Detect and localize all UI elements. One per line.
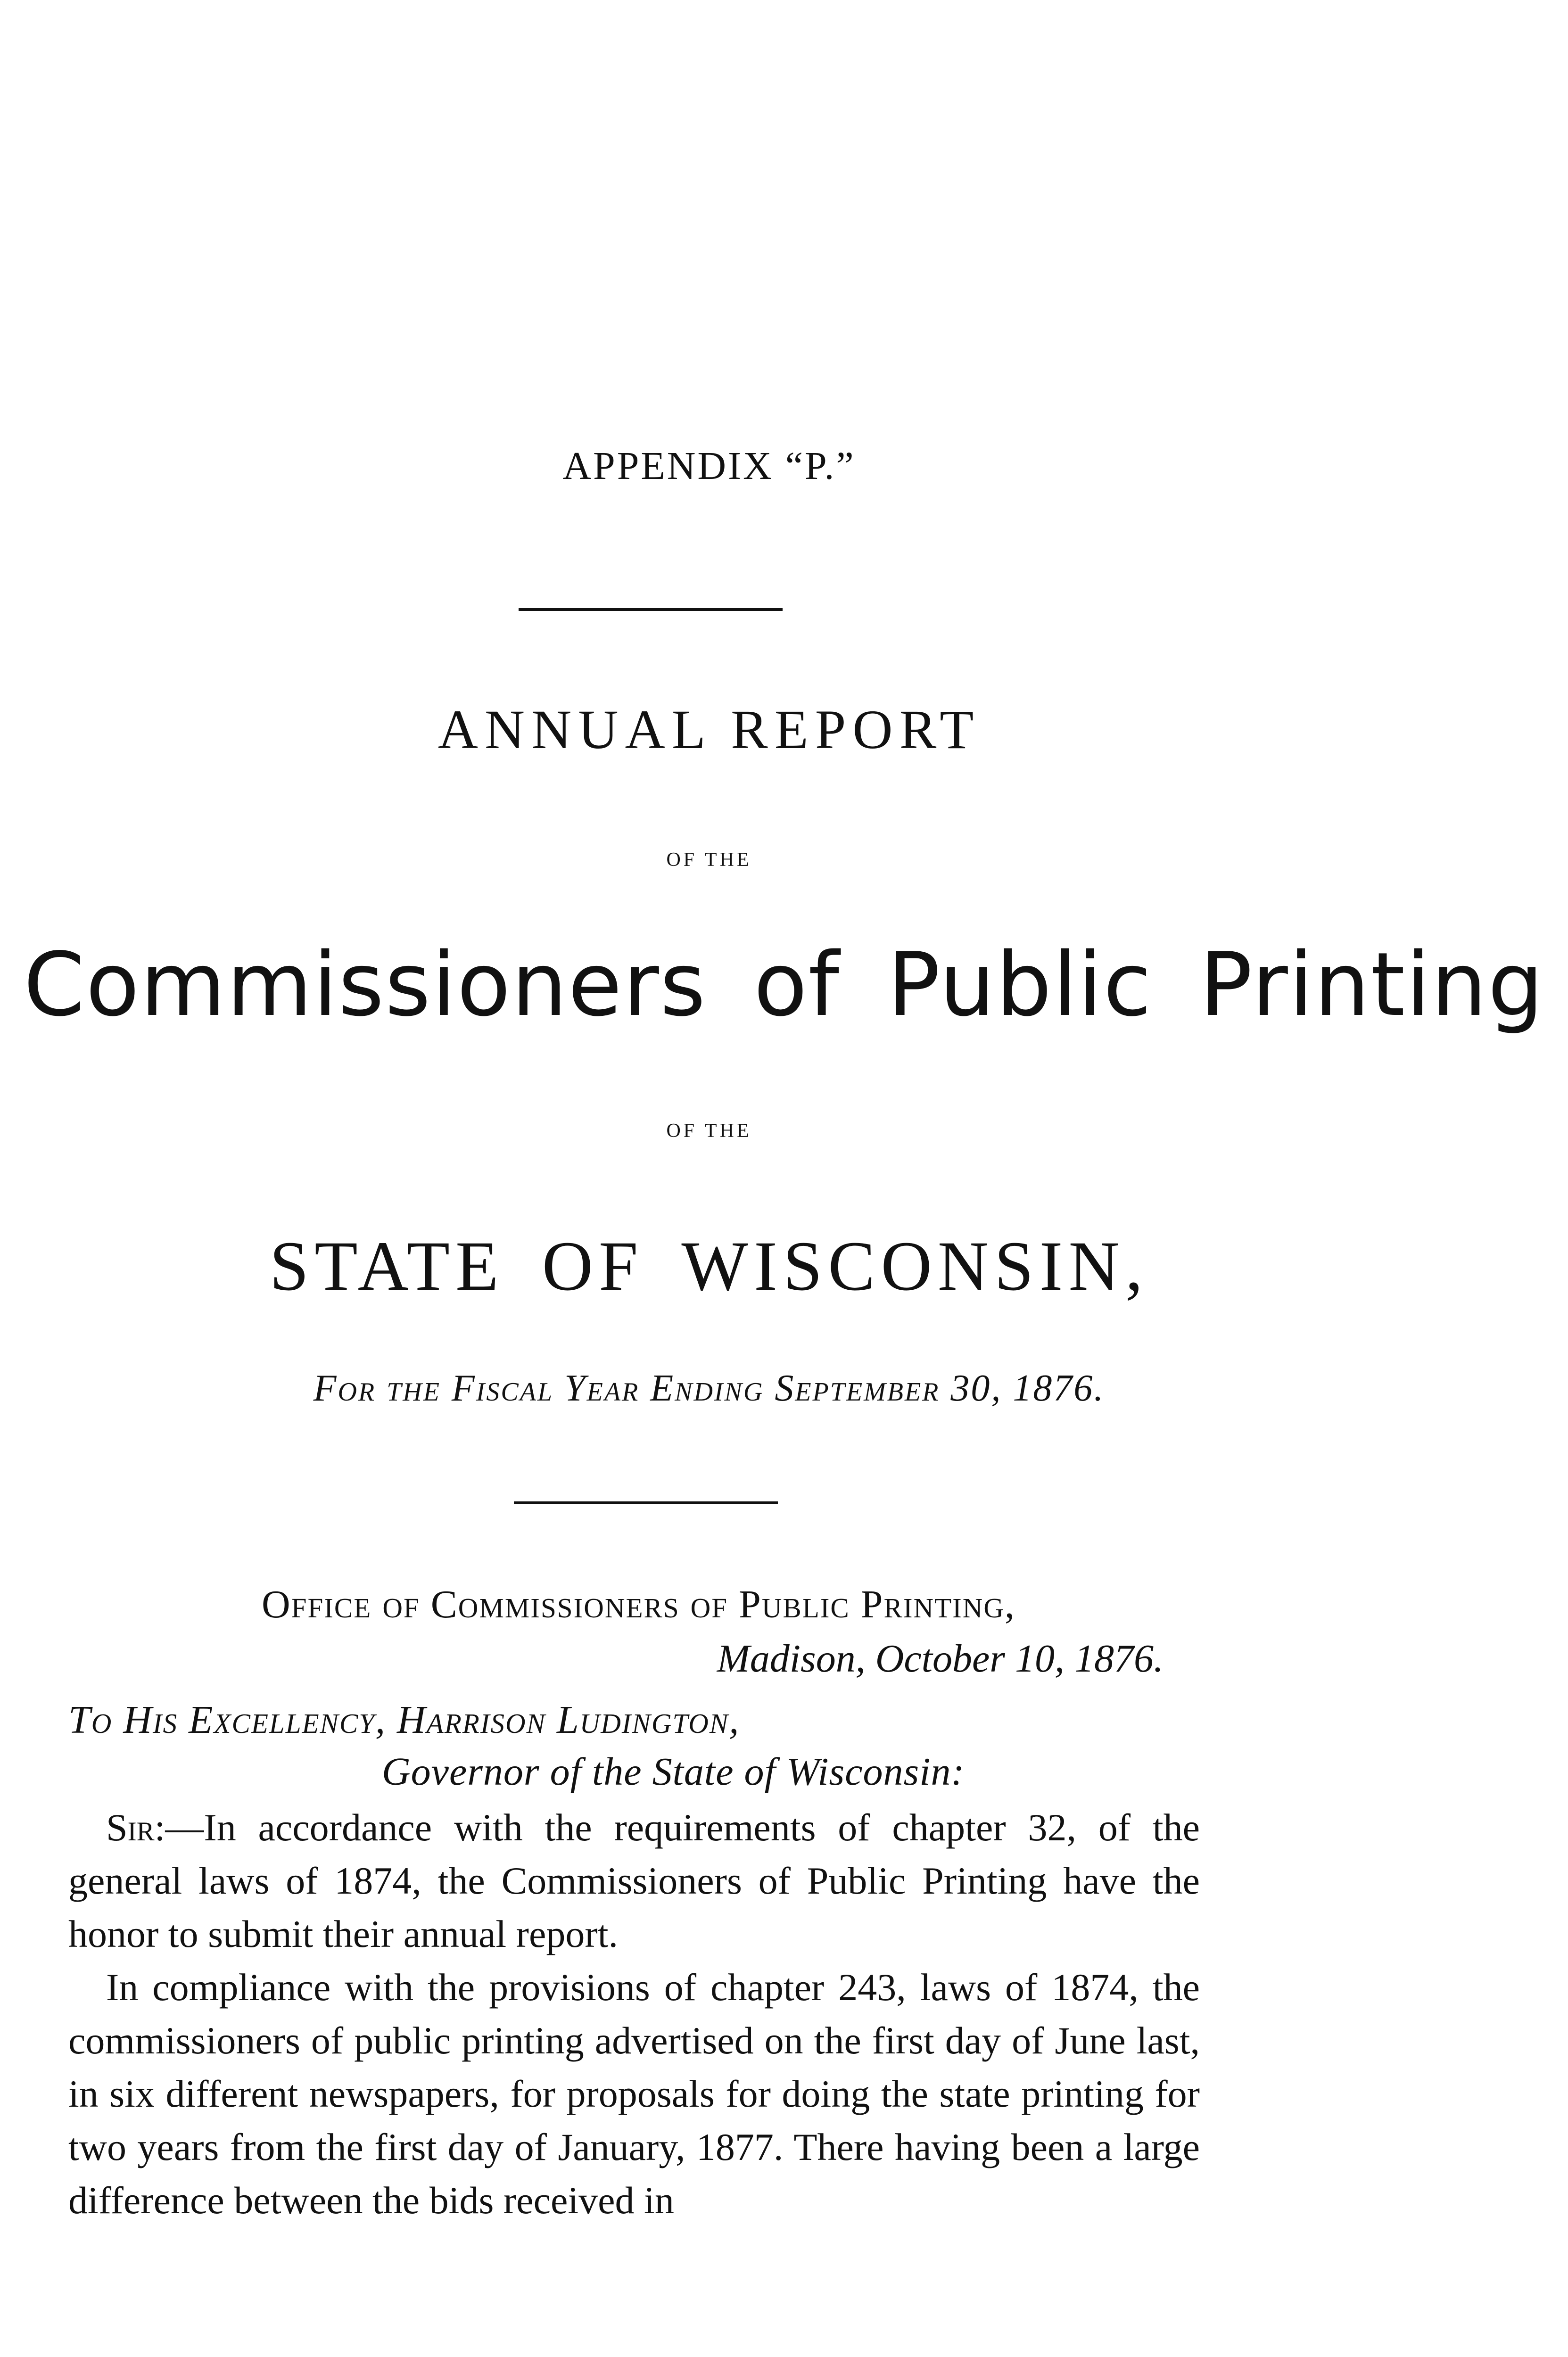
fiscal-year-text: For the Fiscal Year Ending September 30, 1876. xyxy=(313,1368,1105,1409)
state-word: WISCONSIN, xyxy=(681,1227,1149,1305)
state-word: STATE xyxy=(269,1227,504,1305)
commissioners-title xyxy=(0,933,1544,1036)
top-divider xyxy=(519,608,783,611)
letter-body xyxy=(68,1801,1200,2227)
fiscal-year-line xyxy=(0,1367,1418,1410)
of-the-line-2: OF THE xyxy=(666,1120,752,1142)
appendix-heading: APPENDIX “P.” xyxy=(562,444,856,488)
paragraph xyxy=(68,1801,1200,1961)
office-line: Office of Commissioners of Public Printing, xyxy=(262,1582,1016,1626)
dateline: Madison, October 10, 1876. xyxy=(717,1637,1164,1681)
commissioners-word: Commissioners xyxy=(24,933,707,1036)
paragraph-text: :—In accordance with the requirements of chapter 32, of the general laws of 1874, the Commissioners of Public Printing have the honor to submit their annual report. xyxy=(68,1806,1200,1955)
commissioners-word: Public xyxy=(887,933,1153,1036)
addressee-text: To His Excellency, Harrison Ludington, xyxy=(68,1698,740,1742)
commissioners-word: Printing xyxy=(1199,933,1544,1036)
commissioners-word: of xyxy=(753,933,840,1036)
bottom-divider xyxy=(514,1501,778,1504)
state-title xyxy=(0,1226,1418,1307)
salutation: Sir xyxy=(106,1806,155,1849)
addressee-line xyxy=(68,1697,740,1743)
paragraph: In compliance with the provisions of chapter 243, laws of 1874, the commissioners of public printing advertised on the first day of June last, in six different newspapers, for proposals for doing the state printing for two years from the first day of January, 1877. There having been a large difference between the bids received in xyxy=(68,1966,1200,2222)
annual-report-title: ANNUAL REPORT xyxy=(437,699,981,760)
state-word: OF xyxy=(542,1227,644,1305)
of-the-line-1: OF THE xyxy=(666,849,752,871)
governor-line: Governor of the State of Wisconsin: xyxy=(382,1750,965,1794)
